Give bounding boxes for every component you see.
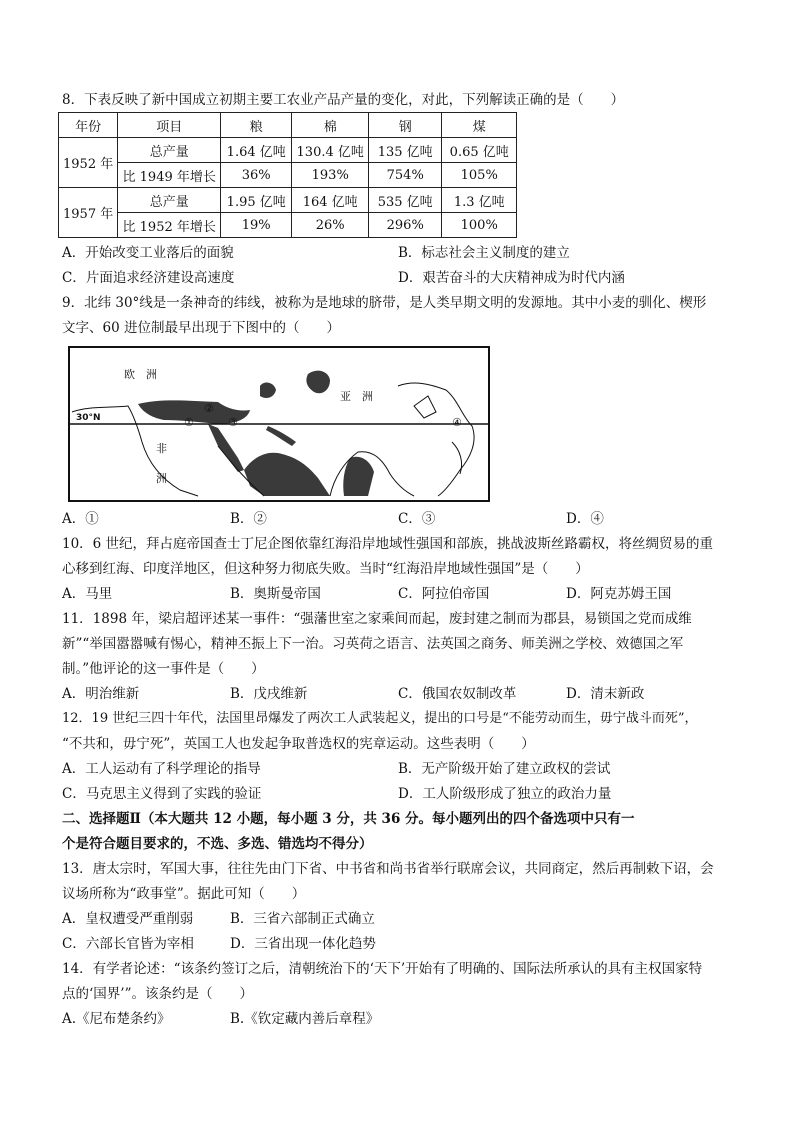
q8-production-table: [58, 112, 517, 238]
q11-stem-line3: 制。”他评论的这一事件是（ ）: [62, 661, 265, 677]
table-row: [59, 188, 517, 213]
table-cell: 19%: [221, 213, 292, 238]
africa-label-2: 洲: [156, 472, 167, 485]
latitude-label: 30°N: [76, 413, 101, 423]
q13-option-a[interactable]: A．皇权遭受严重削弱: [62, 911, 194, 927]
table-header-cell: 钢: [369, 113, 442, 138]
table-cell: 135 亿吨: [369, 138, 442, 163]
table-cell: 105%: [442, 163, 517, 188]
q14-option-b[interactable]: B.《钦定藏内善后章程》: [230, 1011, 380, 1027]
q10-option-c[interactable]: C．阿拉伯帝国: [398, 586, 490, 602]
table-cell: 296%: [369, 213, 442, 238]
table-cell: 164 亿吨: [292, 188, 369, 213]
q12-stem-line1: 12．19 世纪三四十年代，法国里昂爆发了两次工人武装起义，提出的口号是“不能劳动而生，毋宁战斗而死”，: [62, 711, 698, 726]
table-cell: 36%: [221, 163, 292, 188]
q8-option-b[interactable]: B．标志社会主义制度的建立: [398, 245, 570, 261]
q10-option-b[interactable]: B．奥斯曼帝国: [230, 586, 321, 602]
q9-stem-line2: 文字、60 进位制最早出现于下图中的（ ）: [62, 320, 340, 336]
map-marker-4: ④: [452, 416, 462, 429]
q12-option-b[interactable]: B．无产阶级开始了建立政权的尝试: [398, 761, 611, 777]
q13-option-c[interactable]: C．六部长官皆为宰相: [62, 936, 194, 952]
q8-stem: 8．下表反映了新中国成立初期主要工农业产品产量的变化，对此，下列解读正确的是（ ）: [62, 92, 625, 108]
table-row: [59, 138, 517, 163]
q10-option-a[interactable]: A．马里: [62, 586, 113, 602]
q11-option-b[interactable]: B．戊戌维新: [230, 686, 308, 702]
table-cell: 1.3 亿吨: [442, 188, 517, 213]
table-cell: 193%: [292, 163, 369, 188]
q12-option-d[interactable]: D．工人阶级形成了独立的政治力量: [398, 786, 612, 802]
q11-option-c[interactable]: C．俄国农奴制改革: [398, 686, 517, 702]
q14-stem-line1: 14．有学者论述：“该条约签订之后，清朝统治下的‘天下’开始有了明确的、国际法所承认的具有主权国家特: [62, 961, 703, 977]
europe-label: 欧 洲: [124, 368, 157, 381]
map-marker-1: ①: [184, 416, 194, 429]
q8-option-a[interactable]: A．开始改变工业落后的面貌: [62, 245, 234, 261]
table-header-row: [59, 113, 517, 138]
q8-option-d[interactable]: D．艰苦奋斗的大庆精神成为时代内涵: [398, 270, 625, 286]
q11-option-d[interactable]: D．清末新政: [566, 686, 645, 702]
q9-option-a[interactable]: A．①: [62, 511, 99, 527]
q12-option-c[interactable]: C．马克思主义得到了实践的验证: [62, 786, 262, 802]
table-cell: 1.64 亿吨: [221, 138, 292, 163]
q14-option-a[interactable]: A.《尼布楚条约》: [62, 1011, 171, 1027]
q13-option-b[interactable]: B．三省六部制正式确立: [230, 911, 375, 927]
table-header-cell: 项目: [118, 113, 221, 138]
table-year-cell: 1952 年: [59, 138, 118, 188]
q14-stem-line2: 点的‘国界’”。该条约是（ ）: [62, 986, 253, 1002]
q12-option-a[interactable]: A．工人运动有了科学理论的指导: [62, 761, 261, 777]
q9-option-c[interactable]: C．③: [398, 511, 436, 527]
table-cell: 754%: [369, 163, 442, 188]
table-header-cell: 棉: [292, 113, 369, 138]
q12-stem-line2: “不共和，毋宁死”，英国工人也发起争取普选权的宪章运动。这些表明（ ）: [62, 736, 535, 752]
table-cell: 比 1952 年增长: [118, 213, 221, 238]
asia-label: 亚 洲: [340, 390, 373, 403]
q13-option-d[interactable]: D．三省出现一体化趋势: [230, 936, 376, 952]
table-cell: 总产量: [118, 188, 221, 213]
q11-option-a[interactable]: A．明治维新: [62, 686, 140, 702]
north-30-map: [68, 346, 490, 502]
table-cell: 0.65 亿吨: [442, 138, 517, 163]
section-2-heading-line1: 二、选择题Ⅱ（本大题共 12 小题，每小题 3 分，共 36 分。每小题列出的四个备选项中只有一: [62, 811, 635, 827]
q10-stem-line2: 心移到红海、印度洋地区，但这种努力彻底失败。当时“红海沿岸地域性强国”是（ ）: [62, 561, 589, 577]
section-2-heading-line2: 个是符合题目要求的，不选、多选、错选均不得分）: [62, 836, 373, 852]
q8-option-c[interactable]: C．片面追求经济建设高速度: [62, 270, 235, 286]
table-row: [59, 163, 517, 188]
q10-stem-line1: 10．6 世纪，拜占庭帝国查士丁尼企图依靠红海沿岸地域性强国和部族，挑战波斯丝路霸权，将丝绸贸易的重: [62, 536, 714, 552]
table-cell: 130.4 亿吨: [292, 138, 369, 163]
table-year-cell: 1957 年: [59, 188, 118, 238]
map-marker-3: ③: [228, 416, 238, 429]
q9-option-d[interactable]: D．④: [566, 511, 604, 527]
q9-option-b[interactable]: B．②: [230, 511, 267, 527]
map-marker-2: ②: [204, 402, 214, 415]
table-cell: 100%: [442, 213, 517, 238]
table-cell: 26%: [292, 213, 369, 238]
table-row: [59, 213, 517, 238]
q10-option-d[interactable]: D．阿克苏姆王国: [566, 586, 672, 602]
q13-stem-line2: 议场所称为“政事堂”。据此可知（ ）: [62, 886, 306, 902]
table-cell: 比 1949 年增长: [118, 163, 221, 188]
table-header-cell: 粮: [221, 113, 292, 138]
table-header-cell: 煤: [442, 113, 517, 138]
table-cell: 535 亿吨: [369, 188, 442, 213]
q11-stem-line2: 新”“举国嚣嚣喊有惕心，精神丕振上下一治。习英荷之语言、法英国之商务、师美洲之学校、效德国之军: [62, 636, 684, 652]
table-cell: 1.95 亿吨: [221, 188, 292, 213]
table-cell: 总产量: [118, 138, 221, 163]
q9-stem-line1: 9．北纬 30°线是一条神奇的纬线，被称为是地球的脐带，是人类早期文明的发源地。其中小麦的驯化、楔形: [62, 295, 707, 311]
africa-label-1: 非: [156, 442, 167, 455]
q11-stem-line1: 11．1898 年，梁启超评述某一事件：“强藩世室之家乘间而起，废封建之制而为郡县，易锁国之党而成维: [62, 611, 692, 627]
q13-stem-line1: 13．唐太宗时，军国大事，往往先由门下省、中书省和尚书省举行联席会议，共同商定，然后再制敕下诏，会: [62, 861, 714, 877]
table-header-cell: 年份: [59, 113, 118, 138]
